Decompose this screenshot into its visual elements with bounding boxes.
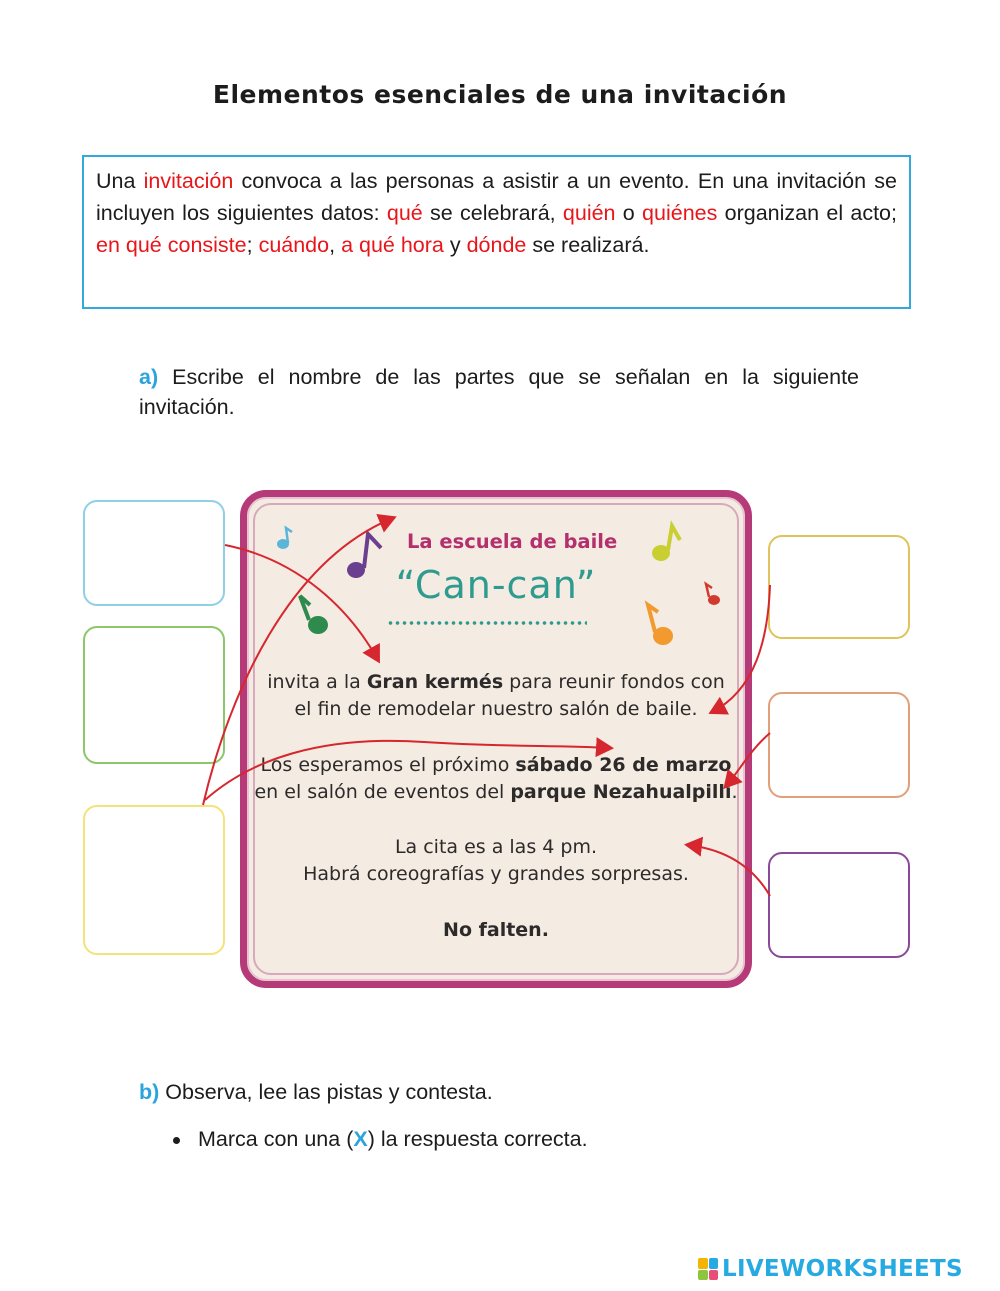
bullet-instruction: Marca con una (X) la respuesta correcta.	[198, 1127, 588, 1151]
task-letter: b)	[139, 1080, 160, 1104]
task-b-instruction: b) Observa, lee las pistas y contesta.	[139, 1080, 493, 1104]
logo-text: LIVEWORKSHEETS	[722, 1256, 963, 1282]
keyword: cuándo	[258, 233, 330, 257]
bullet-icon	[173, 1137, 180, 1144]
logo-square	[709, 1258, 719, 1269]
liveworksheets-logo	[698, 1256, 963, 1282]
invitation-card	[240, 490, 752, 988]
dotted-divider	[387, 621, 587, 625]
definition-text: Una invitación convoca a las personas a asistir a un evento. En una invitación se incluyen los siguientes datos: qué se celebrará, quién o quiénes organizan el acto; en qué consiste; cuándo, a qué hora y dónde se realizará.	[96, 169, 897, 257]
logo-square	[698, 1270, 708, 1281]
keyword: qué	[386, 201, 423, 225]
invitation-heading: La escuela de baile	[407, 530, 618, 553]
invitation-what: invita a la Gran kermés para reunir fondos con el fin de remodelar nuestro salón de baile.	[267, 671, 725, 720]
answer-box-4[interactable]	[768, 535, 910, 639]
task-letter: a)	[139, 365, 159, 389]
invitation-school-name: “Can-can”	[395, 563, 597, 607]
x-mark: X	[353, 1127, 368, 1151]
answer-box-2[interactable]	[83, 626, 225, 764]
keyword: quiénes	[642, 201, 718, 225]
invitation-closing: No falten.	[443, 919, 549, 941]
keyword: a qué hora	[341, 233, 444, 257]
answer-box-6[interactable]	[768, 852, 910, 958]
task-a-instruction: a) Escribe el nombre de las partes que se señalan en la siguiente invitación.	[139, 365, 859, 419]
answer-box-1[interactable]	[83, 500, 225, 606]
keyword: dónde	[466, 233, 527, 257]
keyword: invitación	[143, 169, 234, 193]
answer-box-5[interactable]	[768, 692, 910, 798]
page-title: Elementos esenciales de una invitación	[212, 80, 788, 109]
invitation-time: La cita es a las 4 pm. Habrá coreografías y grandes sorpresas.	[303, 836, 689, 885]
definition-box	[82, 155, 911, 309]
invitation-when-where: Los esperamos el próximo sábado 26 de marzo en el salón de eventos del parque Nezahualpilli.	[254, 754, 738, 803]
logo-square	[698, 1258, 708, 1269]
answer-box-3[interactable]	[83, 805, 225, 955]
keyword: quién	[562, 201, 616, 225]
logo-icon	[698, 1258, 718, 1280]
keyword: en qué consiste	[96, 233, 247, 257]
logo-square	[709, 1270, 719, 1281]
